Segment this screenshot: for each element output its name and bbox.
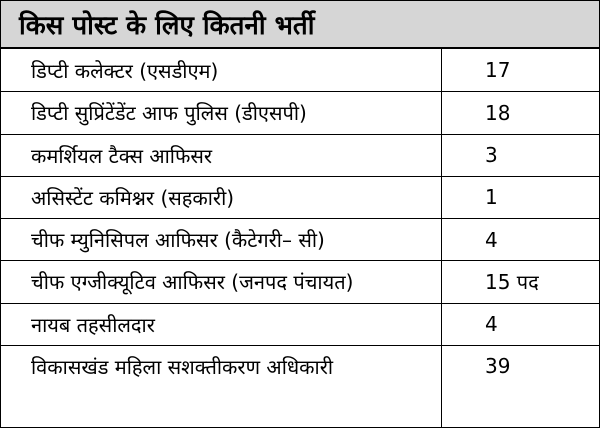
table-row [1, 134, 599, 176]
post-name: विकासखंड महिला सशक्तीकरण अधिकारी [31, 354, 334, 379]
table-row [1, 49, 599, 91]
post-count: 17 [485, 58, 511, 83]
post-count: 3 [485, 143, 498, 168]
post-name: डिप्टी सुप्रिंटेंडेंट आफ पुलिस (डीएसपी) [31, 101, 307, 126]
post-name: नायब तहसीलदार [31, 312, 155, 337]
table-row [1, 91, 599, 133]
post-count: 15 पद [485, 270, 539, 295]
post-count: 18 [485, 100, 511, 125]
post-name: असिस्टेंट कमिश्नर (सहकारी) [31, 185, 235, 210]
post-count: 4 [485, 227, 498, 252]
post-count: 4 [485, 312, 498, 337]
table-row [1, 345, 599, 387]
post-name: चीफ एग्जीक्यूटिव आफिसर (जनपद पंचायत) [31, 270, 354, 295]
post-name: चीफ म्युनिसिपल आफिसर (कैटेगरी– सी) [31, 228, 325, 253]
post-count: 1 [485, 185, 498, 210]
table-row [1, 176, 599, 218]
table-row [1, 260, 599, 302]
post-name: डिप्टी कलेक्टर (एसडीएम) [31, 58, 219, 83]
table-row [1, 218, 599, 260]
post-count: 39 [485, 354, 511, 379]
table-body [1, 49, 599, 387]
title-bar [1, 1, 599, 49]
table-title: किस पोस्ट के लिए कितनी भर्ती [19, 11, 315, 41]
post-name: कमर्शियल टैक्स आफिसर [31, 143, 213, 168]
table-row [1, 303, 599, 345]
